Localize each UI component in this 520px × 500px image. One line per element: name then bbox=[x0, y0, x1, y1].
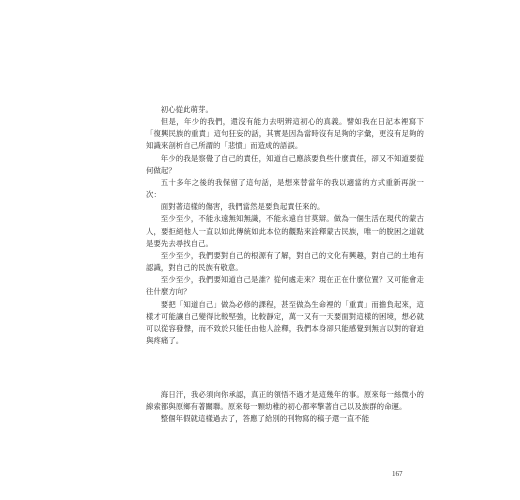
paragraph: 面對著這樣的傷害，我們當然是要負起責任來的。 bbox=[160, 202, 325, 212]
body-text-upper bbox=[146, 104, 424, 347]
page-number: 167 bbox=[392, 470, 403, 478]
paragraph: 至少至少，我們要知道自己是誰？從何處走來？現在正在什麼位置？又可能會走往什麼方向？ bbox=[146, 275, 424, 297]
paragraph: 但是，年少的我們，還沒有能力去明辨這初心的真義。譬如我在日記本裡寫下「復興民族的重責」這句狂妄的話，其實是因為當時沒有足夠的字彙，更沒有足夠的知識來剖析自己所謂的「悲憤」而造成的語誤。 bbox=[146, 117, 424, 151]
paragraph: 初心從此萌芽。 bbox=[160, 105, 213, 114]
paragraph: 整個年假就這樣過去了，答應了給別的刊物寫的稿子還一直不能 bbox=[160, 414, 370, 424]
paragraph: 要把「知道自己」做為必修的課程，甚至做為生命裡的「重責」而擔負起來，這樣才可能讓自己變得比較堅強，比較靜定，萬一又有一天要面對這樣的困境，想必就可以從容發聲，而不致於只能任由他人詮釋，我們本身卻只能感覺到無言以對的窘迫與疼痛了。 bbox=[146, 299, 424, 345]
paragraph: 五十多年之後的我保留了這句話，是想來替當年的我以適當的方式重新再說一次： bbox=[146, 177, 424, 200]
paragraph: 至少至少，不能永遠無知無識，不能永遠自甘莫辯。做為一個生活在現代的蒙古人，要拒絕他人一直以如此傳統如此本位的觀點來詮釋蒙古民族，唯一的脫困之道就是要先去尋找自己。 bbox=[146, 214, 424, 248]
paragraph: 至少至少，我們要對自己的根源有了解，對自己的文化有興趣，對自己的土地有認識，對自己的民族有敬意。 bbox=[146, 250, 424, 273]
paragraph: 海日汗，我必須向你承認，真正的領悟不過才是這幾年的事。原來每一絲微小的線索都與原鄉有著關聯。原來每一顆幼稚的初心都率擎著自己以及族群的命運。 bbox=[146, 390, 424, 412]
body-text-lower bbox=[146, 389, 424, 425]
paragraph: 年少的我是察覺了自己的責任，知道自己應該要負些什麼責任，卻又不知道要從何做起？ bbox=[146, 153, 424, 175]
